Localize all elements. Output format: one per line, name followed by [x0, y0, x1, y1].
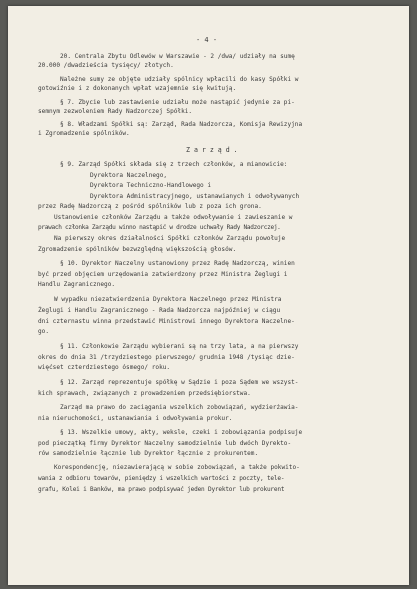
text-line: Korespondencję, niezawierającą w sobie zobowiązań, a także pokwito- [54, 464, 300, 471]
text-line: Żeglugi i Handlu Zagranicznego - Rada Nadzorcza najpóźniej w ciągu [38, 307, 281, 314]
text-line: nia nieruchomości, ustanawiania i odwoływania prokur. [38, 415, 233, 422]
text-line: 20. Centrala Zbytu Odlewów w Warszawie - 2 /dwa/ udziały na sumę [60, 53, 295, 60]
text-line: Na pierwszy okres działalności Spółki członków Zarządu powołuje [54, 235, 286, 242]
text-line: przez Radę Nadzorczą z pośród spólników lub z poza ich grona. [38, 203, 262, 210]
typed-text-body [8, 6, 409, 585]
text-line: semnym zezwoleniem Rady Nadzorczej Spółki. [38, 108, 193, 115]
text-line: być przed objęciem urzędowania zatwierdzony przez Ministra Żeglugi i [38, 271, 288, 278]
text-line: Dyrektora Techniczno-Handlowego i [90, 182, 212, 189]
text-line: i Zgromadzenie spólników. [38, 130, 130, 137]
text-line: § 10. Dyrektor Naczelny ustanowiony przez Radę Nadzorczą, winien [60, 260, 295, 267]
text-line: grafu, Kolei i Banków, ma prawo podpisywać jeden Dyrektor lub prokurent [38, 486, 285, 493]
text-line: § 12. Zarząd reprezentuje spółkę w Sądzie i poza Sądem we wszyst- [60, 379, 299, 386]
text-line: Dyrektora Administracyjnego, ustanawianych i odwoływanych [90, 193, 300, 200]
text-line: Dyrektora Naczelnego, [90, 172, 168, 179]
text-line: gotowiźnie i z dokonanych wpłat wzajemnie się kwitują. [38, 85, 237, 92]
text-line: 20.000 /dwadzieścia tysięcy/ złotych. [38, 62, 174, 69]
text-line: okres do dnia 31 /trzydziestego pierwszego/ grudnia 1948 /tysiąc dzie- [38, 354, 295, 361]
text-line: W wypadku niezatwierdzenia Dyrektora Naczelnego przez Ministra [54, 296, 282, 303]
text-line: § 8. Władzami Spółki są: Zarząd, Rada Nadzorcza, Komisja Rewizyjna [60, 121, 303, 128]
text-line: wania z odbioru towarów, pieniędzy i wszelkich wartości z poczty, tele- [38, 475, 285, 482]
text-line: więćset czterdziestego ósmego/ roku. [38, 364, 171, 371]
text-line: § 11. Członkowie Zarządu wybierani są na trzy lata, a na pierwszy [60, 343, 299, 350]
text-line: Zarząd ma prawo do zaciągania wszelkich zobowiązań, wydzierżawia- [60, 404, 299, 411]
text-line: rów samodzielnie łącznie lub Dyrektor łącznie z prokurentem. [38, 450, 259, 457]
text-line: Ustanowienie członków Zarządu a także odwoływanie i zawieszanie w [54, 214, 293, 221]
text-line: § 13. Wszelkie umowy, akty, weksle, czeki i zobowiązania podpisuje [60, 429, 303, 436]
text-line: § 7. Zbycie lub zastawienie udziału może nastąpić jedynie za pi- [60, 99, 295, 106]
text-line: Zgromadzenie spólników bezwzględną większością głosów. [38, 246, 237, 253]
page-number: - 4 - [196, 36, 218, 44]
text-line: prawach członka Zarządu winno nastąpić w drodze uchwały Rady Nadzorczej. [38, 224, 281, 231]
text-line: pod pieczątką firmy Dyrektor Naczelny samodzielnie lub dwóch Dyrekto- [38, 440, 292, 447]
text-line: § 9. Zarząd Spółki składa się z trzech członków, a mianowicie: [60, 161, 288, 168]
document-page [8, 6, 409, 585]
text-line: dni czternastu winna przedstawić Ministrowi innego Dyrektora Naczelne- [38, 318, 295, 325]
text-line: go. [38, 328, 50, 335]
section-heading: Z a r z ą d . [186, 146, 238, 154]
text-line: kich sprawach, związanych z prowadzeniem przedsiębiorstwa. [38, 390, 251, 397]
text-line: Handlu Zagranicznego. [38, 281, 116, 288]
text-line: Należne sumy ze objęte udziały spólnicy wpłacili do kasy Spółki w [60, 76, 299, 83]
